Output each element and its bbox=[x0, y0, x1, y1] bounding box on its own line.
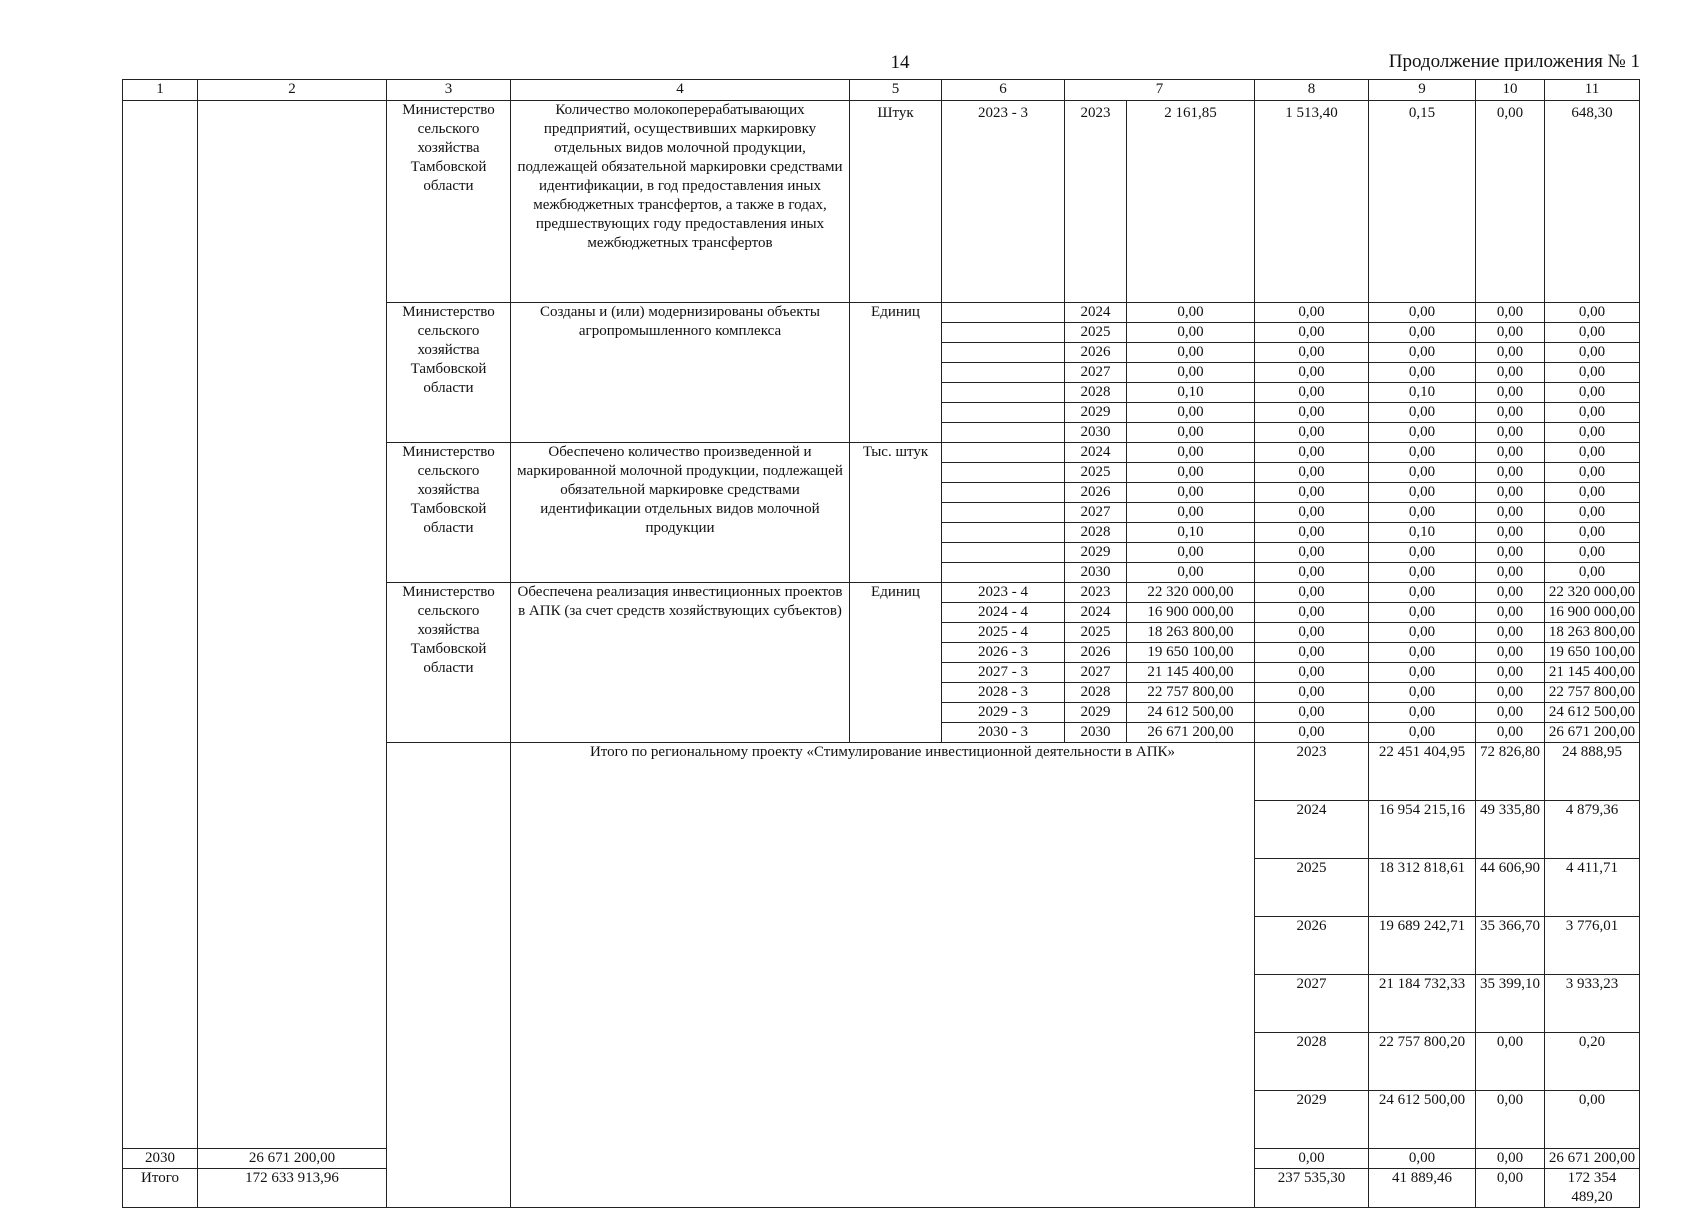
year-cell: 2029 bbox=[1065, 543, 1127, 563]
value-col9: 0,00 bbox=[1369, 723, 1476, 743]
year-cell: 2027 bbox=[1065, 503, 1127, 523]
value-col11: 19 650 100,00 bbox=[1545, 643, 1640, 663]
period-cell bbox=[942, 483, 1065, 503]
year-cell: 2025 bbox=[1255, 859, 1369, 917]
value-col10: 0,00 bbox=[1476, 703, 1545, 723]
value-col9: 3 776,01 bbox=[1545, 917, 1640, 975]
ministry-cell: Министерство сельского хозяйства Тамбовской области bbox=[387, 303, 511, 443]
unit-cell: Тыс. штук bbox=[850, 443, 942, 583]
value-col11: 16 900 000,00 bbox=[1545, 603, 1640, 623]
value-col9: 0,00 bbox=[1369, 643, 1476, 663]
total-col1-cell bbox=[387, 743, 511, 1208]
value-col11: 172 354 489,20 bbox=[1545, 1169, 1640, 1208]
value-col7: 0,00 bbox=[1127, 343, 1255, 363]
value-col10: 0,00 bbox=[1476, 1149, 1545, 1169]
value-col11: 0,00 bbox=[1545, 503, 1640, 523]
value-col8: 0,00 bbox=[1255, 363, 1369, 383]
value-col8: 0,00 bbox=[1255, 1149, 1369, 1169]
value-col8: 1 513,40 bbox=[1255, 101, 1369, 303]
period-cell: 2030 - 3 bbox=[942, 723, 1065, 743]
value-col11: 0,00 bbox=[1545, 323, 1640, 343]
column-header-2: 2 bbox=[198, 80, 387, 101]
value-col8: 72 826,80 bbox=[1476, 743, 1545, 801]
value-col7: 26 671 200,00 bbox=[1127, 723, 1255, 743]
page-number: 14 bbox=[890, 52, 910, 73]
period-cell bbox=[942, 383, 1065, 403]
value-col11: 0,00 bbox=[1545, 543, 1640, 563]
value-col9: 0,00 bbox=[1369, 443, 1476, 463]
period-cell bbox=[942, 303, 1065, 323]
total-label: Итого по региональному проекту «Стимулирование инвестиционной деятельности в АПК» bbox=[511, 743, 1255, 1208]
value-col8: 0,00 bbox=[1255, 463, 1369, 483]
year-cell: 2029 bbox=[1065, 403, 1127, 423]
value-col11: 21 145 400,00 bbox=[1545, 663, 1640, 683]
value-col7: 22 757 800,20 bbox=[1369, 1033, 1476, 1091]
year-cell: 2023 bbox=[1065, 583, 1127, 603]
value-col7: 0,00 bbox=[1127, 463, 1255, 483]
period-cell bbox=[942, 443, 1065, 463]
value-col10: 0,00 bbox=[1476, 1169, 1545, 1208]
ministry-cell: Министерство сельского хозяйства Тамбовской области bbox=[387, 443, 511, 583]
value-col11: 22 757 800,00 bbox=[1545, 683, 1640, 703]
value-col8: 49 335,80 bbox=[1476, 801, 1545, 859]
value-col9: 0,00 bbox=[1369, 1149, 1476, 1169]
value-col8: 0,00 bbox=[1255, 423, 1369, 443]
value-col9: 0,00 bbox=[1369, 563, 1476, 583]
value-col7: 18 263 800,00 bbox=[1127, 623, 1255, 643]
value-col10: 0,00 bbox=[1476, 583, 1545, 603]
value-col7: 21 145 400,00 bbox=[1127, 663, 1255, 683]
unit-cell: Единиц bbox=[850, 303, 942, 443]
value-col11: 0,00 bbox=[1545, 443, 1640, 463]
period-cell bbox=[942, 523, 1065, 543]
column-header-9: 9 bbox=[1369, 80, 1476, 101]
value-col10: 0,00 bbox=[1476, 623, 1545, 643]
year-cell: 2029 bbox=[1065, 703, 1127, 723]
year-cell: 2025 bbox=[1065, 463, 1127, 483]
year-cell: Итого bbox=[123, 1169, 198, 1208]
period-cell bbox=[942, 463, 1065, 483]
value-col10: 0,00 bbox=[1476, 603, 1545, 623]
year-cell: 2028 bbox=[1255, 1033, 1369, 1091]
value-col7: 0,00 bbox=[1127, 403, 1255, 423]
column-header-4: 4 bbox=[511, 80, 850, 101]
value-col9: 0,00 bbox=[1369, 503, 1476, 523]
value-col9: 0,00 bbox=[1369, 663, 1476, 683]
value-col11: 0,00 bbox=[1545, 303, 1640, 323]
value-col7: 24 612 500,00 bbox=[1369, 1091, 1476, 1149]
value-col8: 0,00 bbox=[1255, 723, 1369, 743]
indicator-description: Созданы и (или) модернизированы объекты агропромышленного комплекса bbox=[511, 303, 850, 443]
value-col7: 0,10 bbox=[1127, 383, 1255, 403]
value-col10: 0,00 bbox=[1476, 443, 1545, 463]
value-col8: 0,00 bbox=[1255, 563, 1369, 583]
value-col9: 0,15 bbox=[1369, 101, 1476, 303]
value-col7: 0,00 bbox=[1127, 543, 1255, 563]
value-col11: 0,00 bbox=[1545, 343, 1640, 363]
year-cell: 2026 bbox=[1065, 343, 1127, 363]
value-col7: 16 900 000,00 bbox=[1127, 603, 1255, 623]
value-col7: 22 451 404,95 bbox=[1369, 743, 1476, 801]
value-col9: 0,00 bbox=[1369, 423, 1476, 443]
column-header-10: 10 bbox=[1476, 80, 1545, 101]
year-cell: 2030 bbox=[1065, 423, 1127, 443]
year-cell: 2027 bbox=[1065, 663, 1127, 683]
value-col9: 0,00 bbox=[1369, 603, 1476, 623]
value-col8: 0,00 bbox=[1255, 623, 1369, 643]
column-header-7: 7 bbox=[1065, 80, 1255, 101]
value-col7: 0,00 bbox=[1127, 323, 1255, 343]
value-col11: 0,00 bbox=[1545, 523, 1640, 543]
continuation-caption: Продолжение приложения № 1 bbox=[1388, 51, 1640, 72]
value-col9: 4 879,36 bbox=[1545, 801, 1640, 859]
value-col10: 0,00 bbox=[1476, 363, 1545, 383]
ministry-cell: Министерство сельского хозяйства Тамбовской области bbox=[387, 583, 511, 743]
value-col10: 0,00 bbox=[1476, 343, 1545, 363]
year-cell: 2023 bbox=[1255, 743, 1369, 801]
column-header-11: 11 bbox=[1545, 80, 1640, 101]
value-col11: 0,00 bbox=[1545, 423, 1640, 443]
value-col7: 24 612 500,00 bbox=[1127, 703, 1255, 723]
year-cell: 2024 bbox=[1065, 303, 1127, 323]
value-col9: 0,00 bbox=[1369, 463, 1476, 483]
value-col9: 0,10 bbox=[1369, 383, 1476, 403]
value-col9: 0,00 bbox=[1369, 543, 1476, 563]
value-col8: 0,00 bbox=[1255, 383, 1369, 403]
indicator-description: Обеспечено количество произведенной и маркированной молочной продукции, подлежащей обязательной маркировке средствами идентификации отдельных видов молочной продукции bbox=[511, 443, 850, 583]
value-col7: 0,00 bbox=[1127, 503, 1255, 523]
value-col10: 0,00 bbox=[1476, 543, 1545, 563]
year-cell: 2026 bbox=[1065, 483, 1127, 503]
period-cell: 2025 - 4 bbox=[942, 623, 1065, 643]
value-col10: 0,00 bbox=[1476, 523, 1545, 543]
column-header-5: 5 bbox=[850, 80, 942, 101]
value-col9: 0,00 bbox=[1369, 363, 1476, 383]
value-col9: 0,00 bbox=[1369, 483, 1476, 503]
value-col9: 0,00 bbox=[1369, 343, 1476, 363]
value-col8: 0,00 bbox=[1255, 343, 1369, 363]
ministry-cell: Министерство сельского хозяйства Тамбовской области bbox=[387, 101, 511, 303]
year-cell: 2025 bbox=[1065, 323, 1127, 343]
value-col9: 0,00 bbox=[1369, 303, 1476, 323]
year-cell: 2026 bbox=[1255, 917, 1369, 975]
year-cell: 2030 bbox=[1065, 563, 1127, 583]
value-col7: 2 161,85 bbox=[1127, 101, 1255, 303]
value-col10: 0,00 bbox=[1476, 303, 1545, 323]
year-cell: 2027 bbox=[1065, 363, 1127, 383]
value-col7: 0,10 bbox=[1127, 523, 1255, 543]
value-col7: 22 757 800,00 bbox=[1127, 683, 1255, 703]
indicator-description: Обеспечена реализация инвестиционных проектов в АПК (за счет средств хозяйствующих субъектов) bbox=[511, 583, 850, 743]
value-col10: 0,00 bbox=[1476, 403, 1545, 423]
value-col9: 3 933,23 bbox=[1545, 975, 1640, 1033]
appendix-table bbox=[122, 79, 1640, 1208]
value-col8: 0,00 bbox=[1255, 483, 1369, 503]
value-col10: 0,00 bbox=[1476, 323, 1545, 343]
year-cell: 2030 bbox=[123, 1149, 198, 1169]
year-cell: 2028 bbox=[1065, 383, 1127, 403]
value-col10: 0,00 bbox=[1476, 503, 1545, 523]
period-cell: 2024 - 4 bbox=[942, 603, 1065, 623]
column-number-row bbox=[123, 80, 1640, 101]
value-col8: 0,00 bbox=[1255, 523, 1369, 543]
value-col7: 19 689 242,71 bbox=[1369, 917, 1476, 975]
value-col10: 0,00 bbox=[1476, 423, 1545, 443]
value-col9: 0,00 bbox=[1369, 323, 1476, 343]
value-col8: 0,00 bbox=[1476, 1033, 1545, 1091]
value-col11: 0,00 bbox=[1545, 463, 1640, 483]
value-col10: 0,00 bbox=[1476, 723, 1545, 743]
value-col7: 21 184 732,33 bbox=[1369, 975, 1476, 1033]
value-col8: 0,00 bbox=[1255, 663, 1369, 683]
value-col7: 172 633 913,96 bbox=[198, 1169, 387, 1208]
unit-cell: Штук bbox=[850, 101, 942, 303]
value-col9: 0,00 bbox=[1369, 623, 1476, 643]
value-col11: 0,00 bbox=[1545, 403, 1640, 423]
year-cell: 2028 bbox=[1065, 523, 1127, 543]
value-col9: 0,00 bbox=[1369, 583, 1476, 603]
value-col10: 0,00 bbox=[1476, 643, 1545, 663]
value-col8: 44 606,90 bbox=[1476, 859, 1545, 917]
value-col10: 0,00 bbox=[1476, 483, 1545, 503]
period-cell bbox=[942, 363, 1065, 383]
value-col10: 0,00 bbox=[1476, 101, 1545, 303]
value-col8: 0,00 bbox=[1255, 303, 1369, 323]
value-col9: 0,20 bbox=[1545, 1033, 1640, 1091]
value-col8: 0,00 bbox=[1255, 503, 1369, 523]
value-col11: 18 263 800,00 bbox=[1545, 623, 1640, 643]
value-col7: 0,00 bbox=[1127, 303, 1255, 323]
value-col10: 0,00 bbox=[1476, 463, 1545, 483]
value-col11: 26 671 200,00 bbox=[1545, 723, 1640, 743]
value-col10: 0,00 bbox=[1476, 383, 1545, 403]
indicator-description: Количество молокоперерабатывающих предприятий, осуществивших маркировку отдельных видов молочной продукции, подлежащей обязательной маркировки средствами идентификации, в год предоставления иных межбюджетных трансфертов, а также в годах, предшествующих году предоставления иных межбюджетных трансфертов bbox=[511, 101, 850, 303]
year-cell: 2026 bbox=[1065, 643, 1127, 663]
value-col7: 18 312 818,61 bbox=[1369, 859, 1476, 917]
year-cell: 2024 bbox=[1065, 443, 1127, 463]
value-col8: 0,00 bbox=[1255, 323, 1369, 343]
value-col11: 22 320 000,00 bbox=[1545, 583, 1640, 603]
value-col9: 0,00 bbox=[1369, 403, 1476, 423]
period-cell bbox=[942, 323, 1065, 343]
value-col11: 26 671 200,00 bbox=[1545, 1149, 1640, 1169]
value-col11: 0,00 bbox=[1545, 363, 1640, 383]
value-col10: 0,00 bbox=[1476, 663, 1545, 683]
year-cell: 2027 bbox=[1255, 975, 1369, 1033]
value-col8: 0,00 bbox=[1255, 643, 1369, 663]
period-cell: 2023 - 3 bbox=[942, 101, 1065, 303]
year-cell: 2023 bbox=[1065, 101, 1127, 303]
col2-merged-cell bbox=[198, 101, 387, 1149]
value-col8: 0,00 bbox=[1255, 603, 1369, 623]
table-body bbox=[123, 80, 1640, 1208]
column-header-1: 1 bbox=[123, 80, 198, 101]
value-col11: 648,30 bbox=[1545, 101, 1640, 303]
year-cell: 2028 bbox=[1065, 683, 1127, 703]
value-col7: 0,00 bbox=[1127, 423, 1255, 443]
value-col7: 0,00 bbox=[1127, 443, 1255, 463]
period-cell bbox=[942, 343, 1065, 363]
column-header-3: 3 bbox=[387, 80, 511, 101]
column-header-8: 8 bbox=[1255, 80, 1369, 101]
period-cell: 2027 - 3 bbox=[942, 663, 1065, 683]
period-cell bbox=[942, 403, 1065, 423]
value-col8: 35 399,10 bbox=[1476, 975, 1545, 1033]
value-col10: 0,00 bbox=[1476, 563, 1545, 583]
value-col9: 41 889,46 bbox=[1369, 1169, 1476, 1208]
value-col9: 0,00 bbox=[1369, 703, 1476, 723]
period-cell bbox=[942, 503, 1065, 523]
value-col7: 19 650 100,00 bbox=[1127, 643, 1255, 663]
period-cell bbox=[942, 543, 1065, 563]
value-col9: 4 411,71 bbox=[1545, 859, 1640, 917]
value-col11: 0,00 bbox=[1545, 563, 1640, 583]
value-col7: 0,00 bbox=[1127, 563, 1255, 583]
value-col8: 35 366,70 bbox=[1476, 917, 1545, 975]
value-col7: 0,00 bbox=[1127, 483, 1255, 503]
value-col8: 0,00 bbox=[1255, 443, 1369, 463]
value-col8: 237 535,30 bbox=[1255, 1169, 1369, 1208]
year-cell: 2030 bbox=[1065, 723, 1127, 743]
value-col9: 24 888,95 bbox=[1545, 743, 1640, 801]
period-cell bbox=[942, 423, 1065, 443]
year-cell: 2025 bbox=[1065, 623, 1127, 643]
period-cell: 2026 - 3 bbox=[942, 643, 1065, 663]
value-col8: 0,00 bbox=[1255, 583, 1369, 603]
year-cell: 2024 bbox=[1255, 801, 1369, 859]
value-col10: 0,00 bbox=[1476, 683, 1545, 703]
value-col7: 22 320 000,00 bbox=[1127, 583, 1255, 603]
value-col8: 0,00 bbox=[1255, 543, 1369, 563]
value-col7: 26 671 200,00 bbox=[198, 1149, 387, 1169]
year-cell: 2024 bbox=[1065, 603, 1127, 623]
value-col11: 0,00 bbox=[1545, 383, 1640, 403]
value-col11: 24 612 500,00 bbox=[1545, 703, 1640, 723]
value-col8: 0,00 bbox=[1255, 703, 1369, 723]
value-col7: 0,00 bbox=[1127, 363, 1255, 383]
period-cell: 2029 - 3 bbox=[942, 703, 1065, 723]
column-header-6: 6 bbox=[942, 80, 1065, 101]
value-col9: 0,10 bbox=[1369, 523, 1476, 543]
table-row bbox=[123, 101, 1640, 303]
unit-cell: Единиц bbox=[850, 583, 942, 743]
value-col9: 0,00 bbox=[1369, 683, 1476, 703]
value-col8: 0,00 bbox=[1255, 403, 1369, 423]
value-col8: 0,00 bbox=[1476, 1091, 1545, 1149]
value-col8: 0,00 bbox=[1255, 683, 1369, 703]
value-col11: 0,00 bbox=[1545, 483, 1640, 503]
col1-merged-cell bbox=[123, 101, 198, 1149]
period-cell bbox=[942, 563, 1065, 583]
value-col7: 16 954 215,16 bbox=[1369, 801, 1476, 859]
year-cell: 2029 bbox=[1255, 1091, 1369, 1149]
period-cell: 2023 - 4 bbox=[942, 583, 1065, 603]
period-cell: 2028 - 3 bbox=[942, 683, 1065, 703]
value-col9: 0,00 bbox=[1545, 1091, 1640, 1149]
